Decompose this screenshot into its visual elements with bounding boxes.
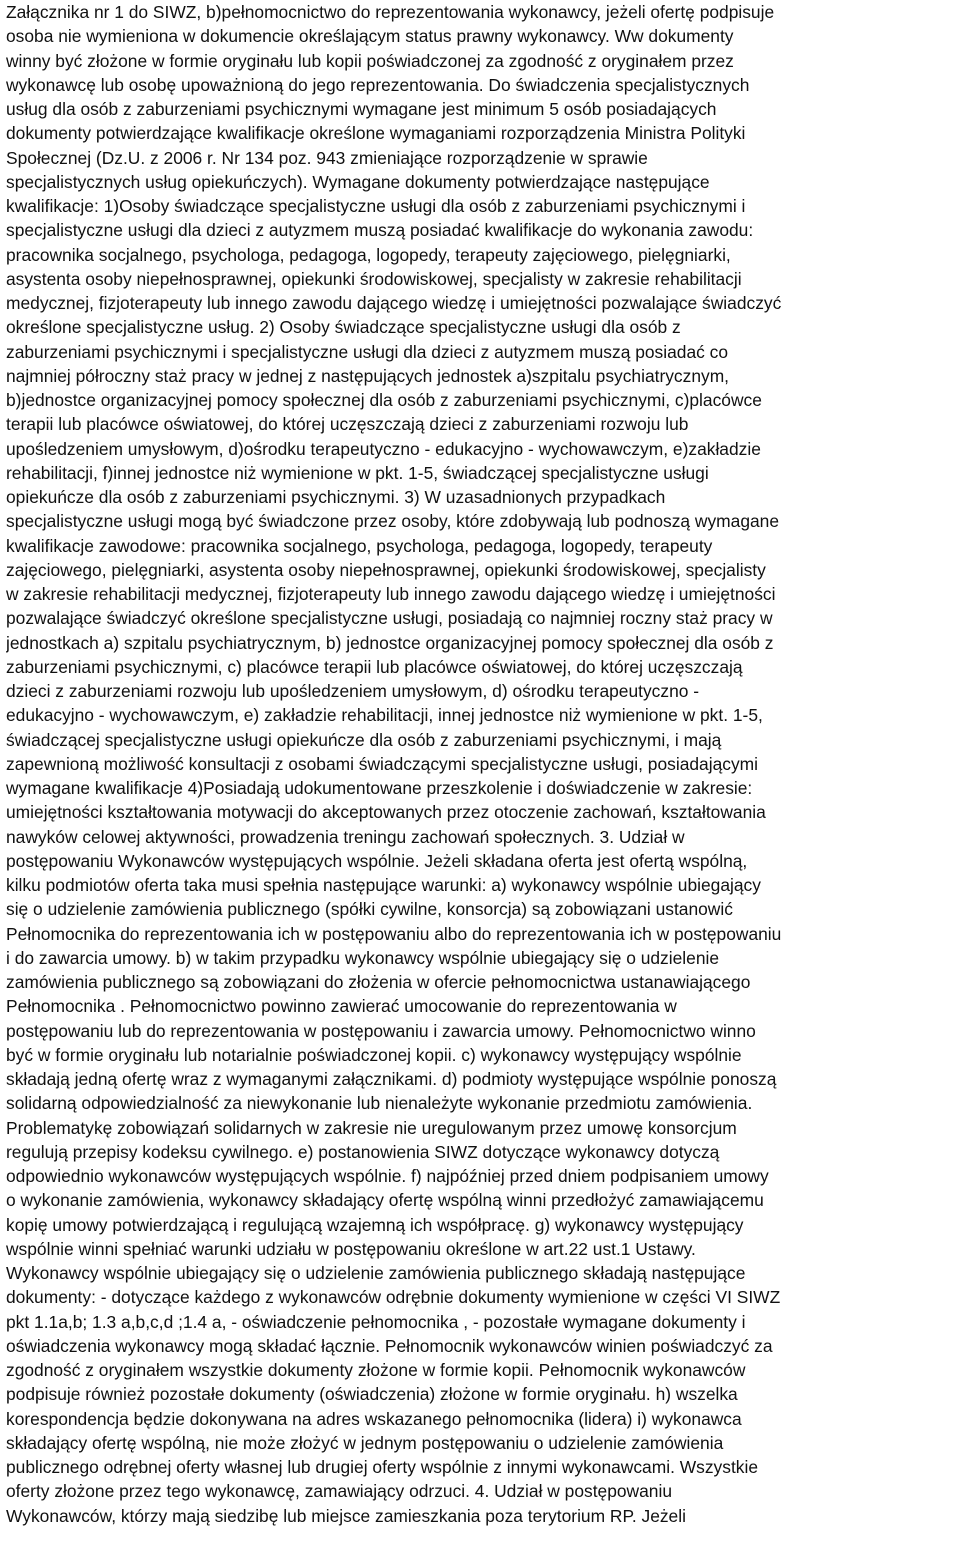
text-line: nawyków celowej aktywności, prowadzenia treningu zachowań społecznych. 3. Udział w: [6, 826, 685, 847]
text-line: solidarną odpowiedzialność za niewykonanie lub nienależyte wykonanie przedmiotu zamówienia.: [6, 1093, 753, 1114]
text-line: oferty złożone przez tego wykonawcę, zamawiający odrzuci. 4. Udział w postępowaniu: [6, 1481, 672, 1502]
text-line: umiejętności kształtowania motywacji do akceptowanych przez otoczenie zachowań, kształtowania: [6, 802, 766, 823]
text-line: zapewnioną możliwość konsultacji z osobami świadczącymi specjalistyczne usługi, posiadającymi: [6, 753, 758, 774]
text-line: kopię umowy potwierdzającą i regulującą wzajemną ich współpracę. g) wykonawcy występujący: [6, 1214, 744, 1235]
text-line: wykonawcę lub osobę upoważnioną do jego reprezentowania. Do świadczenia specjalistycznych: [6, 74, 750, 95]
text-line: regulują przepisy kodeksu cywilnego. e) postanowienia SIWZ dotyczące wykonawcy dotyczą: [6, 1141, 720, 1162]
text-line: kwalifikacje zawodowe: pracownika socjalnego, psychologa, pedagoga, logopedy, terapeuty: [6, 535, 713, 556]
text-line: oświadczenia wykonawcy mogą składać łącznie. Pełnomocnik wykonawców winien poświadczyć za: [6, 1335, 773, 1356]
text-line: Wykonawców, którzy mają siedzibę lub miejsce zamieszkania poza terytorium RP. Jeżeli: [6, 1505, 686, 1526]
text-line: medycznej, fizjoterapeuty lub innego zawodu dającego wiedzę i umiejętności pozwalające świadczyć: [6, 293, 782, 313]
text-line: terapii lub placówce oświatowej, do której uczęszczają dzieci z zaburzeniami rozwoju lub: [6, 414, 689, 435]
text-line: najmniej półroczny staż pracy w jednej z następujących jednostek a)szpitalu psychiatrycznym,: [6, 365, 730, 386]
text-line: o wykonanie zamówienia, wykonawcy składający ofertę wspólną winni przedłożyć zamawiającemu: [6, 1190, 764, 1211]
text-line: zaburzeniami psychicznymi i specjalistyczne usługi dla dzieci z autyzmem muszą posiadać co: [6, 341, 729, 362]
text-line: Problematykę zobowiązań solidarnych w zakresie nie uregulowanym przez umowę konsorcjum: [6, 1117, 737, 1138]
text-line: zamówienia publicznego są zobowiązani do złożenia w ofercie pełnomocnictwa ustanawiającego: [6, 972, 751, 992]
text-line: odpowiednio wykonawców występujących wspólnie. f) najpóźniej przed dniem podpisaniem umowy: [6, 1166, 769, 1186]
text-line: jednostkach a) szpitalu psychiatrycznym, b) jednostce organizacyjnej pomocy społecznej dla osób z: [6, 632, 774, 653]
text-line: upośledzeniem umysłowym, d)ośrodku terapeutyczno - edukacyjno - wychowawczym, e)zakładzie: [6, 438, 761, 459]
text-line: wymagane kwalifikacje 4)Posiadają udokumentowane przeszkolenie i doświadczenie w zakresie:: [6, 778, 753, 798]
text-line: określone specjalistyczne usług. 2) Osoby świadczące specjalistyczne usługi dla osób z: [6, 317, 681, 338]
text-line: zajęciowego, pielęgniarki, asystenta osoby niepełnosprawnej, opiekunki środowiskowej, specjalisty: [6, 559, 766, 580]
text-line: postępowaniu lub do reprezentowania w postępowaniu i zawarcia umowy. Pełnomocnictwo winno: [6, 1020, 756, 1041]
text-line: asystenta osoby niepełnosprawnej, opiekunki środowiskowej, specjalisty w zakresie rehabilitacji: [6, 268, 742, 289]
text-line: składający ofertę wspólną, nie może złożyć w jednym postępowaniu o udzielenie zamówienia: [6, 1432, 724, 1453]
text-line: pracownika socjalnego, psychologa, pedagoga, logopedy, terapeuty zajęciowego, pielęgniarki,: [6, 244, 731, 265]
text-line: zaburzeniami psychicznymi, c) placówce terapii lub placówce oświatowej, do której uczęszczają: [6, 656, 743, 677]
text-line: składają jedną ofertę wraz z wymaganymi załącznikami. d) podmioty występujące wspólnie ponoszą: [6, 1069, 777, 1089]
text-line: b)jednostce organizacyjnej pomocy społecznej dla osób z zaburzeniami psychicznymi, c)placówce: [6, 390, 762, 410]
text-line: pkt 1.1a,b; 1.3 a,b,c,d ;1.4 a, - oświadczenie pełnomocnika , - pozostałe wymagane dokumenty i: [6, 1311, 746, 1332]
text-line: usług dla osób z zaburzeniami psychicznymi wymagane jest minimum 5 osób posiadających: [6, 99, 717, 119]
text-line: edukacyjno - wychowawczym, e) zakładzie rehabilitacji, innej jednostce niż wymienione w pkt. 1-5,: [6, 705, 763, 726]
text-line: Załącznika nr 1 do SIWZ, b)pełnomocnictwo do reprezentowania wykonawcy, jeżeli ofertę podpisuje: [6, 2, 775, 22]
text-line: winny być złożone w formie oryginału lub kopii poświadczonej za zgodność z oryginałem przez: [6, 50, 734, 71]
text-line: Pełnomocnika . Pełnomocnictwo powinno zawierać umocowanie do reprezentowania w: [6, 996, 677, 1017]
text-line: specjalistycznych usług opiekuńczych). Wymagane dokumenty potwierdzające następujące: [6, 171, 710, 192]
text-line: dzieci z zaburzeniami rozwoju lub upośledzeniem umysłowym, d) ośrodku terapeutyczno -: [6, 681, 700, 701]
text-line: Społecznej (Dz.U. z 2006 r. Nr 134 poz. 943 zmieniające rozporządzenie w sprawie: [6, 147, 648, 168]
text-line: dokumenty potwierdzające kwalifikacje określone wymaganiami rozporządzenia Ministra Polityki: [6, 123, 746, 144]
text-line: i do zawarcia umowy. b) w takim przypadku wykonawcy wspólnie ubiegający się o udzielenie: [6, 947, 720, 968]
text-line: wspólnie winni spełniać warunki udziału w postępowaniu określone w art.22 ust.1 Ustawy.: [6, 1238, 696, 1259]
text-line: podpisuje również pozostałe dokumenty (oświadczenia) złożone w formie oryginału. h) wszelka: [6, 1384, 738, 1405]
text-line: publicznego odrębnej oferty własnej lub drugiej oferty wspólnie z innymi wykonawcami. Wszystkie: [6, 1457, 759, 1477]
text-line: w zakresie rehabilitacji medycznej, fizjoterapeuty lub innego zawodu dającego wiedzę i umiejętności: [6, 584, 776, 604]
text-line: pozwalające świadczyć określone specjalistyczne usługi, posiadają co najmniej roczny staż pracy w: [6, 608, 773, 629]
text-line: kwalifikacje: 1)Osoby świadczące specjalistyczne usługi dla osób z zaburzeniami psychicznymi i: [6, 196, 746, 216]
text-line: zgodność z oryginałem wszystkie dokumenty złożone w formie kopii. Pełnomocnik wykonawców: [6, 1360, 746, 1380]
text-line: rehabilitacji, f)innej jednostce niż wymienione w pkt. 1-5, świadczącej specjalistyczne usługi: [6, 462, 709, 483]
text-line: postępowaniu Wykonawców występujących wspólnie. Jeżeli składana oferta jest ofertą wspólną,: [6, 850, 748, 871]
text-line: Wykonawcy wspólnie ubiegający się o udzielenie zamówienia publicznego składają następujące: [6, 1263, 746, 1283]
text-line: być w formie oryginału lub notarialnie poświadczonej kopii. c) wykonawcy występujący wspólnie: [6, 1044, 742, 1065]
text-line: korespondencja będzie dokonywana na adres wskazanego pełnomocnika (lidera) i) wykonawca: [6, 1408, 742, 1429]
text-line: opiekuńcze dla osób z zaburzeniami psychicznymi. 3) W uzasadnionych przypadkach: [6, 487, 666, 507]
text-line: świadczącej specjalistyczne usługi opiekuńcze dla osób z zaburzeniami psychicznymi, i mają: [6, 729, 722, 750]
text-line: kilku podmiotów oferta taka musi spełnia następujące warunki: a) wykonawcy wspólnie ubiegający: [6, 875, 761, 895]
text-line: się o udzielenie zamówienia publicznego (spółki cywilne, konsorcja) są zobowiązani ustanowić: [6, 899, 733, 920]
text-line: dokumenty: - dotyczące każdego z wykonawców odrębnie dokumenty wymienione w części VI SIWZ: [6, 1287, 781, 1308]
text-line: specjalistyczne usługi mogą być świadczone przez osoby, które zdobywają lub podnoszą wymagane: [6, 511, 780, 532]
text-line: Pełnomocnika do reprezentowania ich w postępowaniu albo do reprezentowania ich w postępowaniu: [6, 923, 782, 944]
text-line: specjalistyczne usługi dla dzieci z autyzmem muszą posiadać kwalifikacje do wykonania zawodu:: [6, 220, 754, 241]
text-line: osoba nie wymieniona w dokumencie określającym status prawny wykonawcy. Ww dokumenty: [6, 26, 734, 47]
